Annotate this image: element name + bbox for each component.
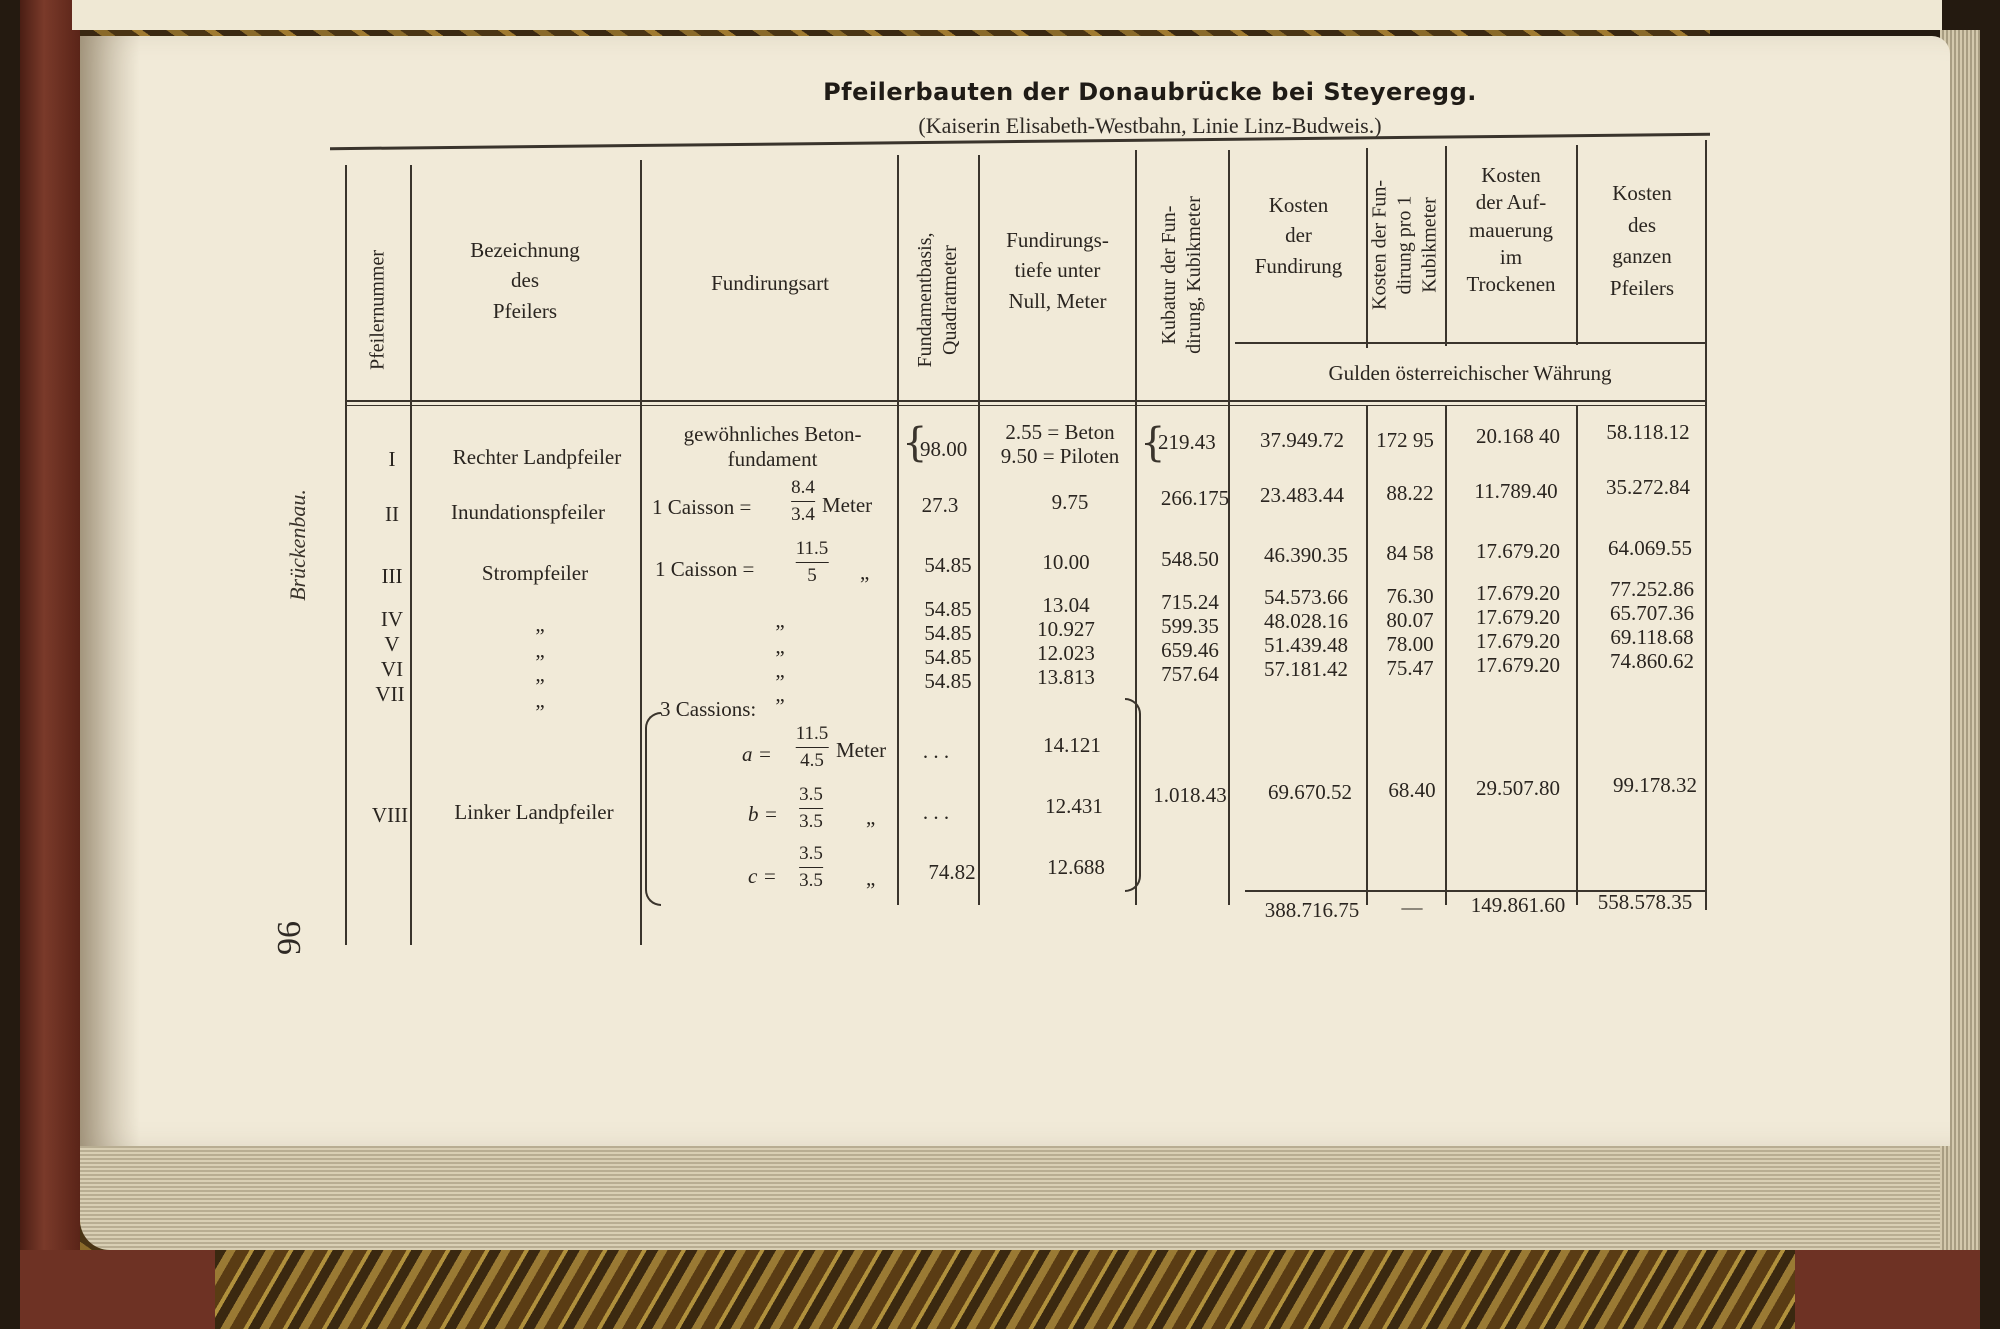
cell-kosten-fundirung: 57.181.42 — [1264, 657, 1348, 681]
cell-kubatur: 757.64 — [1161, 662, 1219, 686]
denominator: 3.5 — [799, 869, 823, 891]
col-rule — [1576, 405, 1578, 905]
header-kosten-aufmauerung — [1450, 162, 1572, 298]
header-line: Pfeilers — [492, 298, 558, 323]
header-line: Trockenen — [1466, 272, 1556, 297]
header-waehrung: Gulden österreichischer Währung — [1328, 361, 1612, 385]
fraction-bar — [796, 747, 829, 748]
total-kosten-pro: — — [1401, 895, 1423, 919]
cell-kubatur: 715.24 — [1161, 590, 1219, 614]
col-rule — [345, 165, 347, 945]
header-line: dirung, Kubikmeter — [1183, 196, 1205, 354]
cell-art-suffix: Meter — [822, 493, 873, 517]
caisson-c-fraction — [799, 843, 823, 892]
cell-nr: VII — [375, 682, 405, 706]
cell-name: Linker Landpfeiler — [454, 800, 614, 824]
cell-art-head: 3 Cassions: — [660, 697, 757, 721]
cell-kosten-aufmauerung: 17.679.20 — [1476, 581, 1560, 605]
col-rule — [1366, 405, 1368, 905]
cell-basis: 54.85 — [924, 645, 972, 669]
cell-kubatur: 266.175 — [1160, 486, 1230, 510]
denominator: 5 — [807, 564, 817, 586]
col-rule — [1228, 150, 1230, 905]
cell-kosten-aufmauerung: 17.679.20 — [1476, 653, 1560, 677]
cell-name: „ — [535, 638, 545, 662]
header-kosten-pfeiler — [1582, 178, 1702, 304]
cell-tiefe: 9.75 — [1051, 490, 1089, 514]
cell-kosten-aufmauerung: 29.507.80 — [1476, 776, 1560, 800]
numerator: 3.5 — [799, 784, 823, 805]
numerator: 11.5 — [795, 723, 829, 744]
cell-name: „ — [535, 612, 545, 636]
cover-bottom — [20, 1250, 1980, 1329]
cell-tiefe — [985, 420, 1135, 468]
cell-basis: 54.85 — [924, 553, 972, 577]
cell-kosten-pfeiler: 58.118.12 — [1606, 420, 1690, 444]
cell-nr: IV — [380, 607, 404, 631]
cell-kubatur: 219.43 — [1158, 430, 1216, 454]
caisson-c-basis: 74.82 — [928, 860, 976, 884]
cell-nr: I — [388, 447, 396, 471]
cell-basis: 54.85 — [924, 669, 972, 693]
header-line: mauerung — [1469, 217, 1553, 242]
table-title: Pfeilerbauten der Donaubrücke bei Steyeregg. — [823, 78, 1477, 106]
fraction-bar — [796, 562, 829, 563]
cell-kosten-pfeiler: 99.178.32 — [1613, 773, 1697, 797]
marbled-edge — [215, 1250, 1795, 1329]
numerator: 3.5 — [799, 843, 823, 864]
col-rule — [1705, 140, 1707, 910]
col-rule — [1445, 146, 1447, 346]
caisson-c-tiefe: 12.688 — [1047, 855, 1105, 879]
cell-kubatur: 659.46 — [1161, 638, 1219, 662]
cell-kosten-pfeiler: 74.860.62 — [1610, 649, 1694, 673]
cell-kosten-aufmauerung: 11.789.40 — [1474, 479, 1558, 503]
header-bottom-rule-2 — [345, 405, 1705, 406]
header-line: des — [511, 268, 539, 293]
col-rule — [978, 155, 980, 905]
caisson-b-suffix: „ — [866, 805, 876, 829]
header-line: Fundamentbasis, — [914, 232, 936, 368]
col-rule — [410, 165, 412, 945]
caisson-b-tiefe: 12.431 — [1045, 794, 1103, 818]
cell-art: „ — [775, 658, 785, 682]
cell-art: „ — [775, 682, 785, 706]
cell-tiefe: 10.927 — [1037, 617, 1095, 641]
caisson-a-tiefe: 14.121 — [1043, 733, 1101, 757]
page-gutter-shadow — [80, 36, 140, 1146]
cell-art: „ — [775, 634, 785, 658]
cell-nr: II — [385, 502, 399, 526]
book-spine — [20, 0, 80, 1329]
col-rule — [1576, 145, 1578, 345]
col-rule — [640, 160, 642, 945]
header-fundierungsart: Fundirungsart — [711, 271, 829, 295]
cell-basis: 98.00 — [920, 437, 968, 461]
cell-basis: 27.3 — [921, 493, 959, 517]
brace: { — [902, 420, 928, 466]
total-kosten-aufmauerung: 149.861.60 — [1470, 893, 1566, 917]
cell-name: Strompfeiler — [481, 561, 589, 585]
header-line: Kubatur der Fun- — [1158, 205, 1180, 345]
cell-kosten-pro: 68.40 — [1388, 778, 1436, 802]
header-line: Pfeilers — [1609, 275, 1675, 300]
cell-kosten-pro: 75.47 — [1386, 656, 1434, 680]
header-line: Fundirungs- — [1006, 228, 1109, 252]
cell-line: 2.55 = Beton — [1005, 420, 1115, 444]
col-rule — [1445, 405, 1447, 905]
numerator: 8.4 — [791, 477, 815, 498]
cell-nr: III — [381, 564, 403, 588]
cell-kosten-fundirung: 54.573.66 — [1264, 585, 1348, 609]
caisson-a-fraction — [796, 723, 829, 772]
col-rule — [897, 155, 899, 905]
cell-tiefe: 10.00 — [1042, 550, 1090, 574]
header-line: ganzen — [1612, 244, 1672, 268]
header-line: Quadratmeter — [939, 245, 961, 355]
denominator: 4.5 — [800, 749, 824, 771]
header-pfeilernummer: Pfeilernummer — [366, 250, 389, 370]
caisson-b-basis: . . . — [922, 800, 950, 824]
cell-art-fraction — [791, 477, 815, 526]
cell-kosten-fundirung: 48.028.16 — [1264, 609, 1348, 633]
cell-kubatur: 1.018.43 — [1153, 783, 1227, 807]
cell-kosten-pro: 80.07 — [1386, 608, 1434, 632]
cell-line: fundament — [727, 447, 818, 472]
header-line: Kosten — [1612, 181, 1672, 205]
header-bezeichnung — [420, 235, 630, 326]
header-line: der Auf- — [1475, 190, 1547, 215]
cell-name: „ — [535, 688, 545, 712]
header-line: Kosten — [1268, 193, 1329, 217]
cell-kosten-fundirung: 46.390.35 — [1264, 543, 1348, 567]
cell-kubatur: 548.50 — [1161, 547, 1219, 571]
header-kosten-fundirung — [1236, 190, 1361, 281]
cell-art-prefix: 1 Caisson = — [655, 557, 755, 581]
previous-page-edge — [72, 0, 1942, 30]
cell-kosten-pfeiler: 77.252.86 — [1610, 577, 1694, 601]
header-line: Fundirung — [1254, 253, 1343, 278]
cell-kosten-fundirung: 37.949.72 — [1260, 428, 1344, 452]
cell-kosten-pro: 88.22 — [1386, 481, 1434, 505]
cell-kosten-fundirung: 51.439.48 — [1264, 633, 1348, 657]
caisson-a-basis: . . . — [922, 739, 950, 763]
cell-art-suffix: „ — [860, 560, 870, 584]
header-line: im — [1499, 244, 1523, 269]
cell-kosten-aufmauerung: 17.679.20 — [1476, 539, 1560, 563]
left-brace — [645, 712, 661, 906]
cell-kubatur: 599.35 — [1161, 614, 1219, 638]
cell-kosten-fundirung: 69.670.52 — [1268, 780, 1352, 804]
page-number: 96 — [271, 921, 308, 955]
cell-art-prefix: 1 Caisson = — [652, 495, 752, 519]
header-fundamentbasis — [913, 233, 963, 368]
caisson-c-label: c = — [748, 864, 777, 888]
header-bottom-rule — [345, 400, 1705, 402]
header-line: Kosten der Fun- — [1368, 180, 1391, 310]
running-head: Brückenbau. — [285, 489, 310, 601]
cell-art: „ — [775, 608, 785, 632]
caisson-c-suffix: „ — [866, 866, 876, 890]
cell-nr: V — [384, 632, 400, 656]
cell-kosten-aufmauerung: 20.168 40 — [1476, 424, 1560, 448]
cell-kosten-fundirung: 23.483.44 — [1260, 483, 1344, 507]
header-line: des — [1628, 212, 1656, 237]
fraction-bar — [799, 867, 823, 868]
cell-nr: VI — [380, 657, 404, 681]
cell-kosten-pro: 78.00 — [1386, 632, 1434, 656]
header-line: Null, Meter — [1008, 288, 1107, 313]
cell-tiefe: 12.023 — [1037, 641, 1095, 665]
cell-kosten-pfeiler: 65.707.36 — [1610, 601, 1694, 625]
fraction-bar — [799, 808, 823, 809]
header-line: der — [1285, 223, 1312, 248]
table-subtitle: (Kaiserin Elisabeth-Westbahn, Linie Linz-Budweis.) — [918, 113, 1382, 138]
total-kosten-fundirung: 388.716.75 — [1264, 898, 1360, 922]
header-kubatur — [1157, 196, 1207, 354]
denominator: 3.5 — [799, 810, 823, 832]
header-line: dirung pro 1 — [1393, 195, 1416, 295]
cell-kosten-pfeiler: 69.118.68 — [1610, 625, 1694, 649]
header-line: tiefe unter — [1014, 258, 1101, 283]
cell-name: „ — [535, 662, 545, 686]
header-kosten-pro — [1368, 180, 1443, 310]
cell-tiefe: 13.813 — [1037, 665, 1095, 689]
numerator: 11.5 — [795, 538, 829, 559]
cell-kosten-pro: 172 95 — [1376, 428, 1434, 452]
cell-name: Inundationspfeiler — [451, 500, 605, 524]
header-tiefe — [985, 225, 1130, 316]
cell-nr: VIII — [371, 803, 409, 827]
caisson-b-label: b = — [748, 802, 778, 826]
header-line: Kosten — [1481, 163, 1541, 187]
fraction-bar — [791, 501, 815, 502]
cell-kosten-pro: 76.30 — [1386, 584, 1434, 608]
caisson-a-suffix: Meter — [836, 738, 887, 762]
cell-tiefe: 13.04 — [1042, 593, 1090, 617]
right-brace — [1125, 698, 1141, 892]
cell-kosten-pfeiler: 64.069.55 — [1608, 536, 1692, 560]
cell-kosten-pfeiler: 35.272.84 — [1606, 475, 1690, 499]
cell-line: 9.50 = Piloten — [1000, 444, 1120, 469]
currency-rule — [1235, 342, 1705, 344]
cell-name: Rechter Landpfeiler — [452, 445, 622, 469]
cell-art — [650, 422, 895, 472]
cell-kosten-aufmauerung: 17.679.20 — [1476, 605, 1560, 629]
cell-kosten-aufmauerung: 17.679.20 — [1476, 629, 1560, 653]
cell-basis: 54.85 — [924, 597, 972, 621]
cell-line: gewöhnliches Beton- — [683, 422, 862, 446]
cell-basis: 54.85 — [924, 621, 972, 645]
denominator: 3.4 — [791, 503, 815, 525]
cell-kosten-pro: 84 58 — [1386, 541, 1434, 565]
caisson-b-fraction — [799, 784, 823, 833]
caisson-a-label: a = — [742, 742, 772, 766]
header-line: Bezeichnung — [470, 238, 580, 262]
total-kosten-pfeiler: 558.578.35 — [1597, 890, 1693, 914]
brace: { — [1140, 420, 1166, 466]
cell-art-fraction — [796, 538, 829, 587]
header-line: Kubikmeter — [1418, 197, 1441, 293]
